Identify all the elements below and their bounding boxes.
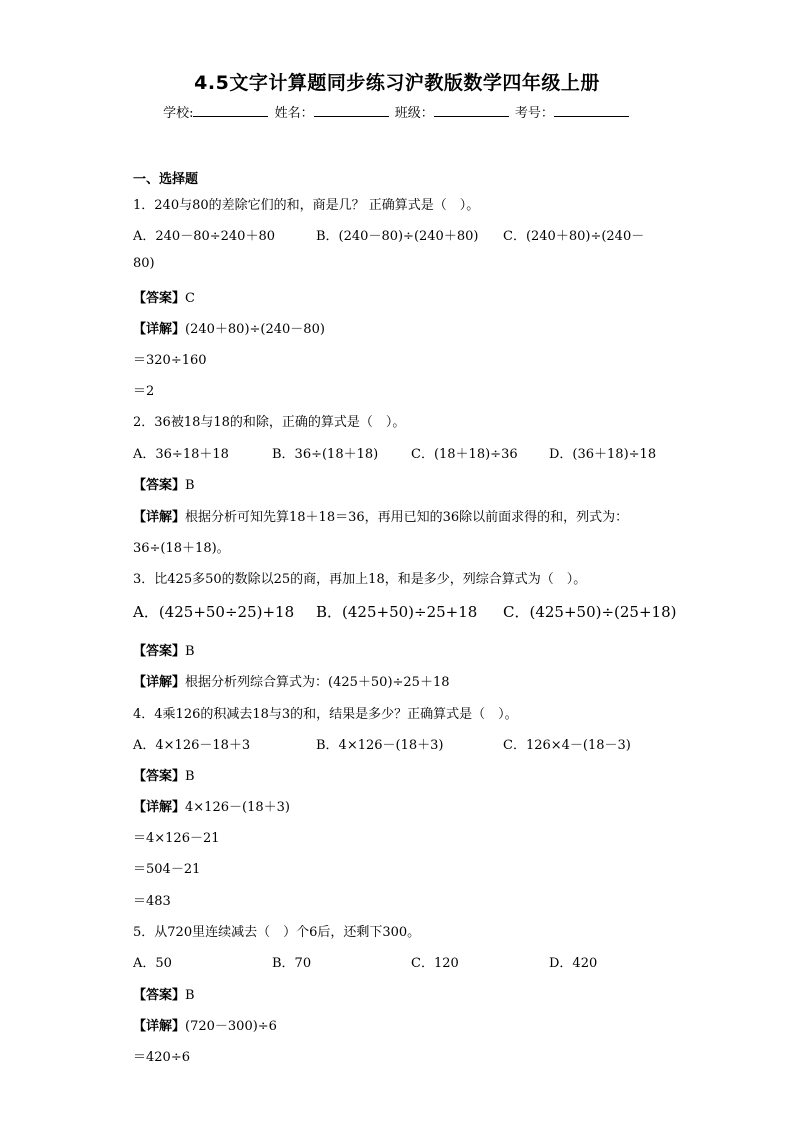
question-stem: 3．比425多50的数除以25的商，再加上18，和是多少，列综合算式为（ ）。 [133,572,587,587]
question-stem: 1．240与80的差除它们的和，商是几？ 正确算式是（ ）。 [133,198,480,213]
student-info-row [0,102,794,121]
school-label: 学校: [163,106,194,121]
option-d: D．420 [549,956,598,971]
answer-tag: 【答案】 [133,478,186,493]
answer-value: B [185,988,195,1003]
detail-step: ＝320÷160 [133,353,207,368]
question-stem: 4．4乘126的积减去18与3的和，结果是多少？正确算式是（ ）。 [133,707,518,722]
detail-text: (720－300)÷6 [185,1019,277,1034]
detail-step: ＝4×126－21 [133,831,220,846]
detail-tag: 【详解】 [133,675,186,690]
answer-tag: 【答案】 [133,291,186,306]
exam-label: 考号： [514,106,554,121]
option-c: C．120 [411,956,459,971]
answer-line [133,765,195,784]
class-blank[interactable] [434,104,509,117]
answer-line [133,640,195,659]
detail-tag: 【详解】 [133,800,186,815]
option-c: C．(18＋18)÷36 [411,447,518,462]
detail-line [133,796,290,815]
option-c: C．(425+50)÷(25+18) [503,603,677,621]
detail-step: ＝504－21 [133,862,201,877]
option-a: A．36÷18＋18 [133,447,229,462]
option-b: B．36÷(18＋18) [272,447,379,462]
answer-line [133,287,195,306]
detail-step: ＝420÷6 [133,1050,190,1065]
answer-tag: 【答案】 [133,988,186,1003]
option-a: A．50 [133,956,172,971]
question-stem: 5．从720里连续减去（ ）个6后，还剩下300。 [133,925,421,940]
question-stem: 2．36被18与18的和除，正确的算式是（ ）。 [133,415,406,430]
option-c: C．126×4－(18－3) [503,738,631,753]
detail-line [133,671,450,690]
answer-line [133,984,195,1003]
option-a: A．240－80÷240＋80 [133,229,275,244]
answer-tag: 【答案】 [133,769,186,784]
option-b: B．4×126－(18＋3) [316,738,444,753]
page-title: 4.5文字计算题同步练习沪教版数学四年级上册 [194,72,600,94]
option-d: D．(36＋18)÷18 [549,447,657,462]
detail-step: 36÷(18＋18)。 [133,541,230,556]
answer-value: B [185,644,195,659]
detail-line [133,318,325,337]
detail-tag: 【详解】 [133,510,186,525]
option-c: C．(240＋80)÷(240－ [503,229,645,244]
exam-blank[interactable] [554,104,629,117]
option-a: A．4×126－18＋3 [133,738,251,753]
answer-line [133,474,195,493]
name-label: 姓名： [274,106,314,121]
detail-text: 4×126－(18＋3) [185,800,290,815]
detail-text: 根据分析可知先算18＋18＝36，再用已知的36除以前面求得的和，列式为： [185,510,629,525]
option-b: B．(240－80)÷(240＋80) [316,229,479,244]
detail-line [133,1015,277,1034]
detail-tag: 【详解】 [133,1019,186,1034]
name-blank[interactable] [314,104,389,117]
detail-step: ＝483 [133,894,171,909]
detail-text: (240＋80)÷(240－80) [185,322,325,337]
option-b: B．70 [272,956,312,971]
detail-tag: 【详解】 [133,322,186,337]
detail-line [133,506,628,525]
option-c-continued: 80) [133,256,155,271]
detail-step: ＝2 [133,384,155,399]
answer-value: B [185,478,195,493]
class-label: 班级： [394,106,434,121]
detail-text: 根据分析列综合算式为：(425＋50)÷25＋18 [185,675,450,690]
answer-value: C [185,291,195,306]
option-a: A．(425+50÷25)+18 [133,603,295,621]
option-b: B．(425+50)÷25+18 [316,603,478,621]
school-blank[interactable] [193,104,268,117]
answer-value: B [185,769,195,784]
answer-tag: 【答案】 [133,644,186,659]
section-heading: 一、选择题 [133,172,199,187]
